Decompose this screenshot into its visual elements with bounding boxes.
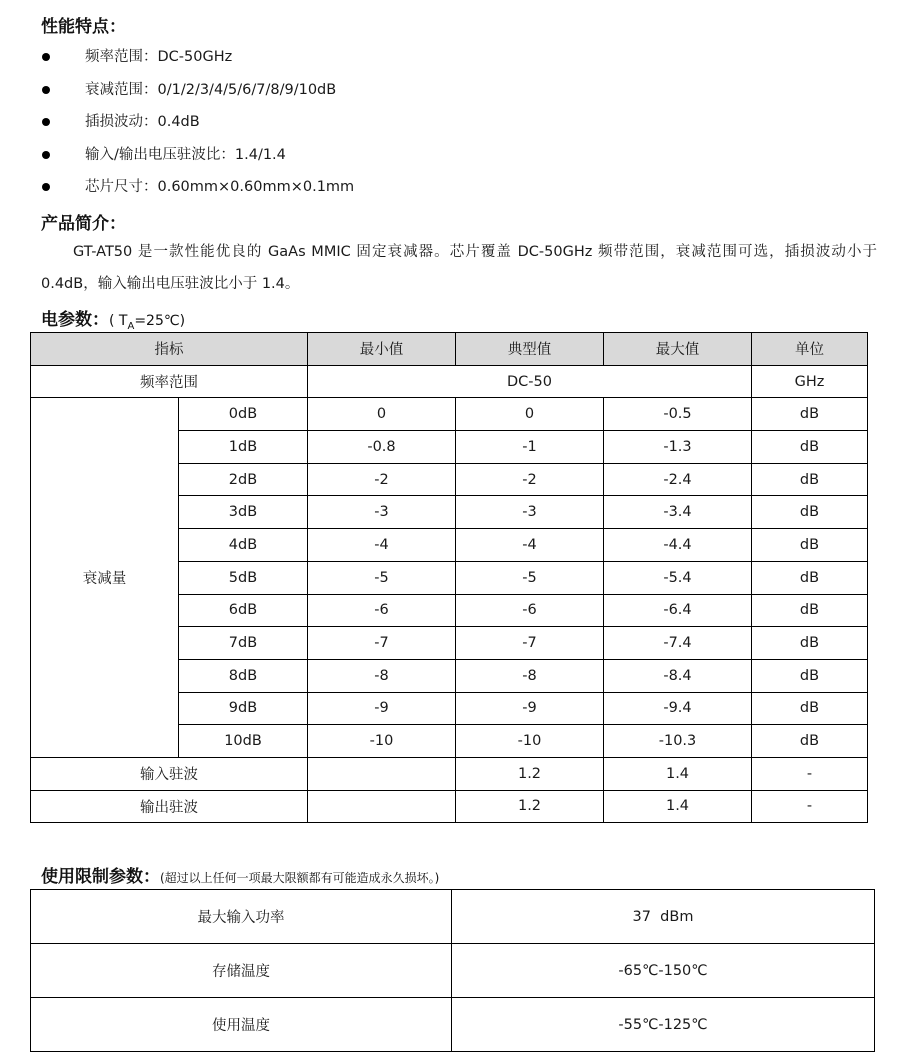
typ-value: -2 [456,463,604,496]
typ-value: -9 [456,692,604,725]
attenuation-level: 10dB [179,725,308,758]
test-condition: ( $T_A=25℃$) [109,313,186,332]
min-value [308,757,456,790]
max-value: -5.4 [604,561,752,594]
vswr-row [31,790,868,823]
max-value: -8.4 [604,659,752,692]
header-max: 最大值 [604,333,752,366]
max-value: -3.4 [604,496,752,529]
max-value: -9.4 [604,692,752,725]
attenuation-level: 9dB [179,692,308,725]
freq-range-label: 频率范围 [31,365,308,398]
min-value: -8 [308,659,456,692]
limit-value: -55℃-125℃ [452,998,875,1052]
unit-value: dB [752,627,868,660]
limit-value: 37 dBm [452,890,875,944]
max-value: -2.4 [604,463,752,496]
max-value: -0.5 [604,398,752,431]
min-value: -9 [308,692,456,725]
feature-text: 衰减范围：0/1/2/3/4/5/6/7/8/9/10dB [85,81,337,98]
unit-value: dB [752,692,868,725]
max-value: -7.4 [604,627,752,660]
electrical-title: 电参数： [41,310,109,330]
limits-heading [41,862,439,887]
vswr-row [31,757,868,790]
limits-note: (超过以上任何一项最大限额都有可能造成永久损坏。) [160,871,440,885]
attenuation-label: 衰减量 [31,398,179,758]
freq-range-value: DC-50 [308,365,752,398]
table-header-row [31,333,868,366]
features-heading: 性能特点： [41,17,126,37]
min-value: -0.8 [308,431,456,464]
feature-text: 频率范围：DC-50GHz [85,49,233,65]
attenuation-level: 6dB [179,594,308,627]
limit-row [31,944,875,998]
unit-value: dB [752,398,868,431]
attenuation-level: 1dB [179,431,308,464]
limit-label: 存储温度 [31,944,452,998]
electrical-parameter-table [30,332,868,823]
limits-title: 使用限制参数： [41,867,160,887]
min-value: -4 [308,529,456,562]
max-value: -6.4 [604,594,752,627]
intro-heading: 产品简介： [41,214,126,234]
max-value: -1.3 [604,431,752,464]
typ-value: -4 [456,529,604,562]
typ-value: 0 [456,398,604,431]
unit-value: dB [752,561,868,594]
bullet-dot [42,53,50,61]
vswr-label: 输入驻波 [31,757,308,790]
vswr-label: 输出驻波 [31,790,308,823]
header-typ: 典型值 [456,333,604,366]
header-unit: 单位 [752,333,868,366]
unit-value: - [752,790,868,823]
typ-value: -3 [456,496,604,529]
unit-value: dB [752,659,868,692]
attenuation-level: 4dB [179,529,308,562]
bullet-dot [42,118,50,126]
attenuation-level: 5dB [179,561,308,594]
max-value: 1.4 [604,790,752,823]
unit-value: dB [752,431,868,464]
typ-value: -10 [456,725,604,758]
bullet-dot [42,183,50,191]
attenuation-row [31,398,868,431]
feature-text: 插损波动：0.4dB [85,114,200,130]
intro-paragraph: GT-AT50 是一款性能优良的 GaAs MMIC 固定衰减器。芯片覆盖 DC-50GHz 频带范围，衰减范围可选，插损波动小于 0.4dB，输入输出电压驻波比小于 1.4。 [41,244,877,292]
typ-value: 1.2 [456,790,604,823]
max-value: -10.3 [604,725,752,758]
attenuation-level: 0dB [179,398,308,431]
unit-value: dB [752,463,868,496]
limit-row [31,890,875,944]
typ-value: -7 [456,627,604,660]
min-value: -7 [308,627,456,660]
min-value: -3 [308,496,456,529]
bullet-dot [42,151,50,159]
typ-value: -1 [456,431,604,464]
min-value: -10 [308,725,456,758]
header-min: 最小值 [308,333,456,366]
freq-range-unit: GHz [752,365,868,398]
attenuation-level: 8dB [179,659,308,692]
limit-label: 最大输入功率 [31,890,452,944]
limit-row [31,998,875,1052]
limit-value: -65℃-150℃ [452,944,875,998]
bullet-dot [42,86,50,94]
freq-range-row [31,365,868,398]
min-value [308,790,456,823]
min-value: 0 [308,398,456,431]
feature-text: 输入/输出电压驻波比：1.4/1.4 [85,146,286,163]
electrical-heading [41,305,185,332]
unit-value: dB [752,496,868,529]
unit-value: dB [752,529,868,562]
attenuation-level: 2dB [179,463,308,496]
attenuation-level: 3dB [179,496,308,529]
attenuation-level: 7dB [179,627,308,660]
unit-value: - [752,757,868,790]
header-indicator: 指标 [31,333,308,366]
typ-value: -8 [456,659,604,692]
limit-label: 使用温度 [31,998,452,1052]
min-value: -6 [308,594,456,627]
typ-value: -5 [456,561,604,594]
max-value: 1.4 [604,757,752,790]
typ-value: 1.2 [456,757,604,790]
min-value: -5 [308,561,456,594]
max-value: -4.4 [604,529,752,562]
typ-value: -6 [456,594,604,627]
limits-table [30,889,875,1052]
unit-value: dB [752,594,868,627]
feature-text: 芯片尺寸：0.60mm×0.60mm×0.1mm [85,179,355,195]
unit-value: dB [752,725,868,758]
min-value: -2 [308,463,456,496]
